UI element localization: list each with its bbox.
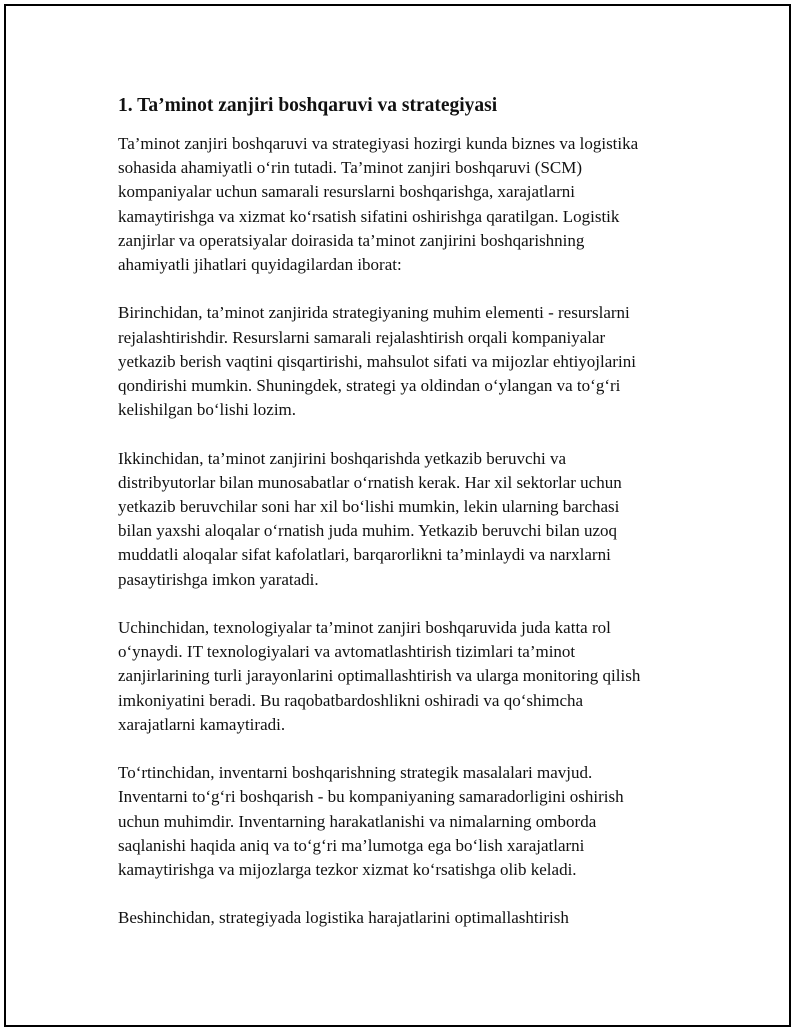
paragraph-line: bilan yaxshi aloqalar o‘rnatish juda muhim. Yetkazib beruvchi bilan uzoq (118, 521, 618, 541)
paragraph-line: imkoniyatini beradi. Bu raqobatbardoshlikni oshiradi va qo‘shimcha (118, 690, 584, 710)
paragraph-line: o‘ynaydi. IT texnologiyalari va avtomatlashtirish tizimlari ta’minot (118, 642, 576, 662)
paragraph-line: yetkazib beruvchilar soni har xil bo‘lishi mumkin, lekin ularning barchasi (118, 497, 620, 517)
paragraph-line: qondirishi mumkin. Shuningdek, strategi ya oldindan o‘ylangan va to‘g‘ri (118, 376, 621, 396)
paragraph-line: uchun muhimdir. Inventarning harakatlanishi va nimalarning omborda (118, 811, 597, 831)
paragraph-line: Uchinchidan, texnologiyalar ta’minot zanjiri boshqaruvida juda katta rol (118, 618, 611, 638)
paragraph-line: Ta’minot zanjiri boshqaruvi va strategiyasi hozirgi kunda biznes va logistika (118, 134, 639, 153)
paragraph-list (118, 132, 688, 931)
paragraph (118, 761, 688, 882)
paragraph (118, 301, 688, 422)
paragraph-line: kamaytirishga va xizmat ko‘rsatish sifatini oshirishga qaratilgan. Logistik (118, 206, 620, 226)
paragraph-line: kamaytirishga va mijozlarga tezkor xizmat ko‘rsatishga olib keladi. (118, 860, 577, 880)
paragraph-line: kelishilgan bo‘lishi lozim. (118, 400, 297, 420)
paragraph-line: Beshinchidan, strategiyada logistika harajatlarini optimallashtirish (118, 908, 569, 928)
paragraph-line: muddatli aloqalar sifat kafolatlari, barqarorlikni ta’minlaydi va narxlarni (118, 545, 611, 565)
paragraph-line: kompaniyalar uchun samarali resurslarni boshqarishga, xarajatlarni (118, 182, 575, 202)
paragraph-line: xarajatlarni kamaytiradi. (118, 714, 286, 734)
paragraph-line: distribyutorlar bilan munosabatlar o‘rnatish kerak. Har xil sektorlar uchun (118, 472, 622, 492)
paragraph (118, 447, 688, 592)
paragraph-line: sohasida ahamiyatli o‘rin tutadi. Ta’minot zanjiri boshqaruvi (SCM) (118, 158, 583, 178)
paragraph-line: Birinchidan, ta’minot zanjirida strategiyaning muhim elementi - resurslarni (118, 303, 630, 323)
paragraph-line: Inventarni to‘g‘ri boshqarish - bu kompaniyaning samaradorligini oshirish (118, 787, 624, 807)
paragraph (118, 132, 688, 277)
paragraph-line: rejalashtirishdir. Resurslarni samarali rejalashtirish orqali kompaniyalar (118, 327, 606, 347)
document-body (118, 92, 688, 955)
paragraph-line: saqlanishi haqida aniq va to‘g‘ri ma’lumotga ega bo‘lish xarajatlarni (118, 835, 585, 855)
paragraph (118, 616, 688, 737)
paragraph-line: Ikkinchidan, ta’minot zanjirini boshqarishda yetkazib beruvchi va (118, 448, 567, 468)
paragraph-line: ahamiyatli jihatlari quyidagilardan iborat: (118, 255, 402, 275)
paragraph-line: pasaytirishga imkon yaratadi. (118, 569, 319, 589)
paragraph-line: zanjirlarining turli jarayonlarini optimallashtirish va ularga monitoring qilish (118, 666, 641, 686)
paragraph-line: To‘rtinchidan, inventarni boshqarishning strategik masalalari mavjud. (118, 763, 593, 783)
paragraph-line: yetkazib berish vaqtini qisqartirishi, mahsulot sifati va mijozlar ehtiyojlarini (118, 351, 636, 371)
section-heading: 1. Ta’minot zanjiri boshqaruvi va strategiyasi (118, 95, 498, 116)
paragraph-line: zanjirlar va operatsiyalar doirasida ta’minot zanjirini boshqarishning (118, 230, 585, 250)
paragraph (118, 906, 688, 930)
